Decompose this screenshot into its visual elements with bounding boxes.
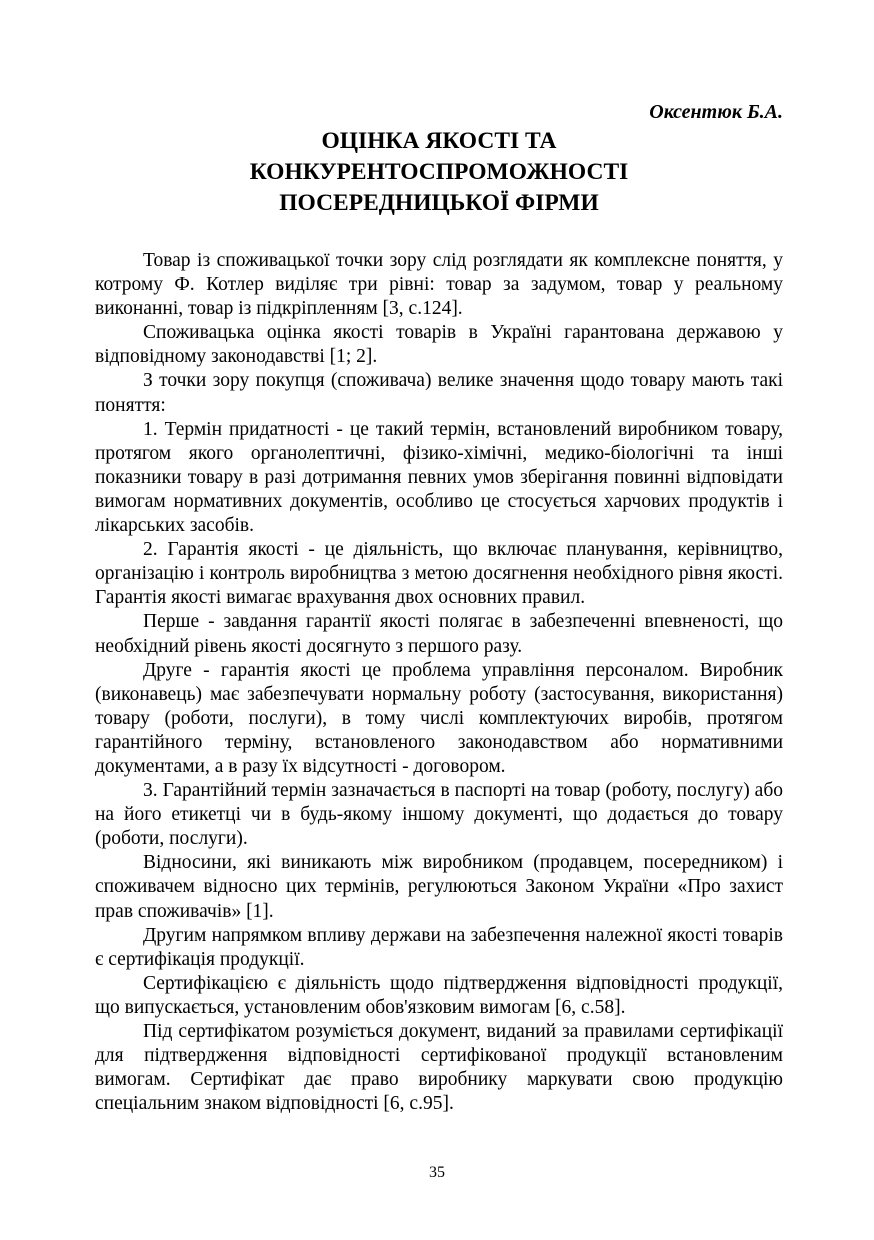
paragraph: Перше - завдання гарантії якості полягає в забезпеченні впевненості, що необхідний рівень якості досягнуто з першого разу. [95, 611, 783, 657]
paragraph: Відносини, які виникають між виробником (продавцем, посередником) і споживачем відносно цих термінів, регулюються Законом України «Про захист прав споживачів» [1]. [95, 852, 783, 922]
paragraph: 2. Гарантія якості - це діяльність, що включає планування, керівництво, організацію і контроль виробництва з метою досягнення необхідного рівня якості. Гарантія якості вимагає врахування двох основних правил. [95, 539, 783, 609]
paragraph: Товар із споживацької точки зору слід розглядати як комплексне поняття, у котрому Ф. Котлер виділяє три рівні: товар за задумом, товар у реальному виконанні, товар із підкріпленням [3, с.124]. [95, 250, 783, 320]
paragraph: З точки зору покупця (споживача) велике значення щодо товару мають такі поняття: [95, 370, 783, 416]
paragraph: 1. Термін придатності - це такий термін, встановлений виробником товару, протягом якого органолептичні, фізико-хімічні, медико-біологічні та інші показники товару в разі дотримання певних умов зберігання повинні відповідати вимогам нормативних документів, особливо це стосується харчових продуктів і лікарських засобів. [95, 418, 783, 537]
paragraph: Під сертифікатом розуміється документ, виданий за правилами сертифікації для підтвердження відповідності сертифікованої продукції встановленим вимогам. Сертифікат дає право виробнику маркувати свою продукцію спеціальним знаком відповідності [6, с.95]. [95, 1021, 783, 1115]
paragraph: Другим напрямком впливу держави на забезпечення належної якості товарів є сертифікація продукції. [95, 924, 783, 970]
paragraph: Друге - гарантія якості це проблема управління персоналом. Виробник (виконавець) має забезпечувати нормальну роботу (застосування, використання) товару (роботи, послуги), в тому числі комплектуючих виробів, протягом гарантійного терміну, встановленого законодавством або нормативними документами, а в разу їх відсутності - договором. [95, 659, 783, 777]
paragraph: Споживацька оцінка якості товарів в Україні гарантована державою у відповідному законодавстві [1; 2]. [95, 322, 783, 368]
paragraph: Сертифікацією є діяльність щодо підтвердження відповідності продукції, що випускається, установленим обов'язковим вимогам [6, с.58]. [95, 972, 783, 1018]
article-body [95, 249, 783, 1116]
article-title: ОЦІНКА ЯКОСТІ ТА КОНКУРЕНТОСПРОМОЖНОСТІ ПОСЕРЕДНИЦЬКОЇ ФІРМИ [249, 128, 629, 216]
page-number: 35 [429, 1164, 445, 1181]
author-name: Оксентюк Б.А. [649, 101, 783, 123]
paragraph: 3. Гарантійний термін зазначається в паспорті на товар (роботу, послугу) або на його етикетці чи в будь-якому іншому документі, що додається до товару (роботи, послуги). [95, 780, 783, 850]
document-page [95, 100, 783, 1116]
